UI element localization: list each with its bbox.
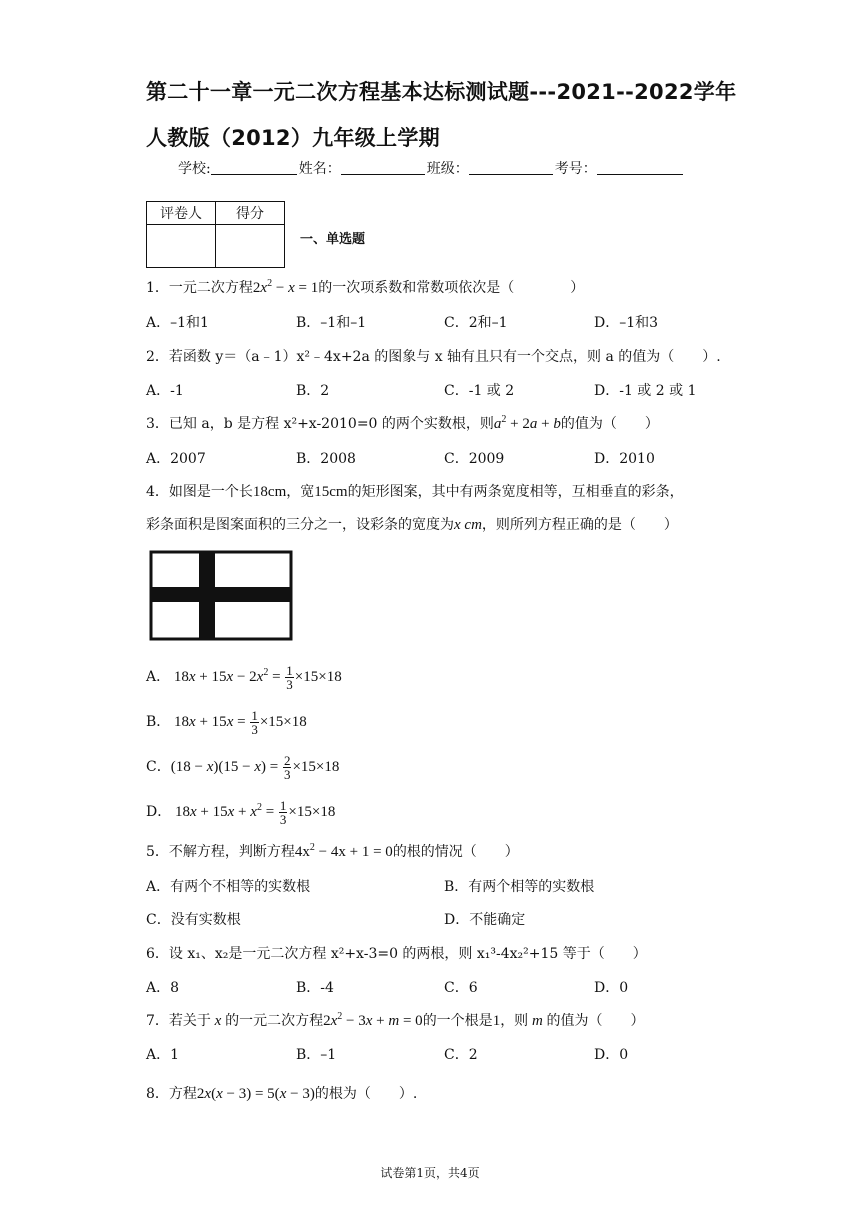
q7-text-e: 的值为（ ） <box>546 1013 645 1029</box>
q4-option-a-label: A． <box>146 668 171 685</box>
q2-option-c[interactable]: C．-1 或 2 <box>444 383 515 399</box>
page-footer: 试卷第1页，共4页 <box>380 1166 480 1180</box>
cross-pattern-figure <box>149 550 293 641</box>
school-label: 学校: <box>178 161 211 177</box>
q7-var-x: x <box>210 1013 226 1029</box>
q4-length: 18cm <box>252 484 287 500</box>
q4-text-b: ，宽 <box>286 484 315 500</box>
class-field[interactable] <box>469 160 553 175</box>
q7-root: 1 <box>492 1013 501 1029</box>
question-5-prefix: 5．不解方程，判断方程 <box>146 844 295 860</box>
q4-option-d[interactable]: D． $18x + 15x + x^2$ = $\frac{1}{3}$ ×15×18 <box>146 798 336 827</box>
q4-text-c: 的矩形图案，其中有两条宽度相等，互相垂直的彩条， <box>347 484 684 500</box>
q3-option-c[interactable]: C．2009 <box>444 451 505 467</box>
q2-option-d[interactable]: D．-1 或 2 或 1 <box>594 383 697 399</box>
q1-equation: $2x^2 - x = 1$ <box>252 278 319 296</box>
q7-text-b: 的一元二次方程 <box>225 1013 324 1029</box>
q4-option-a[interactable]: A． $18x + 15x - 2x^2$ = $\frac{1}{3}$ ×15×18 <box>146 663 342 692</box>
question-3 <box>146 413 659 433</box>
question-6: 6．设 x₁、x₂是一元二次方程 x²+x-3=0 的两根，则 x₁³-4x₂²+15 等于（ ） <box>146 946 647 962</box>
q7-text-a: 7．若关于 <box>146 1013 211 1029</box>
q4-text-a: 4．如图是一个长 <box>146 484 253 500</box>
question-7 <box>146 1010 645 1030</box>
question-8 <box>146 1083 417 1103</box>
q4-text-e: ，则所列方程正确的是（ ） <box>481 517 678 533</box>
score-header: 得分 <box>216 202 285 225</box>
q4-option-c-label: C． <box>146 758 171 775</box>
name-field[interactable] <box>341 160 425 175</box>
title-line-2: 人教版（2012）九年级上学期 <box>146 126 440 150</box>
q5-option-a[interactable]: A．有两个不相等的实数根 <box>146 879 311 895</box>
q8-equation: 2x(x − 3) = 5(x − 3) <box>196 1086 315 1102</box>
q6-option-c[interactable]: C．6 <box>444 980 478 996</box>
exam-no-label: 考号： <box>554 161 597 177</box>
q4-option-d-label: D． <box>146 803 172 820</box>
question-1-prefix: 1．一元二次方程 <box>146 280 253 296</box>
q6-option-a[interactable]: A．8 <box>146 980 180 996</box>
question-2: 2．若函数 y＝（a﹣1）x²﹣4x+2a 的图象与 x 轴有且只有一个交点，则 a 的值为（ ）. <box>146 349 721 365</box>
q6-option-b[interactable]: B．-4 <box>296 980 334 996</box>
q4-variable: x cm <box>454 517 482 533</box>
q3-option-b[interactable]: B．2008 <box>296 451 356 467</box>
school-field[interactable] <box>211 160 297 175</box>
q1-option-c[interactable]: C．2和–1 <box>444 315 508 331</box>
q7-option-d[interactable]: D．0 <box>594 1047 629 1063</box>
q7-option-b[interactable]: B．–1 <box>296 1047 337 1063</box>
score-table <box>146 201 285 268</box>
question-1-suffix: 的一次项系数和常数项依次是（ ） <box>318 280 585 296</box>
grader-header: 评卷人 <box>147 202 216 225</box>
q4-option-c[interactable]: C．(18 − x)(15 − x) = $\frac{2}{3}$ ×15×18 <box>146 753 340 782</box>
question-4-line-1 <box>146 481 684 501</box>
q7-option-a[interactable]: A．1 <box>146 1047 180 1063</box>
q5-option-b[interactable]: B．有两个相等的实数根 <box>444 879 595 895</box>
section-heading: 一、单选题 <box>300 232 366 247</box>
q5-option-d[interactable]: D．不能确定 <box>444 912 526 928</box>
exam-no-field[interactable] <box>597 160 683 175</box>
q3-option-a[interactable]: A．2007 <box>146 451 206 467</box>
q7-text-c: 的一个根是 <box>422 1013 493 1029</box>
student-info-row <box>178 158 685 178</box>
q1-option-d[interactable]: D．–1和3 <box>594 315 659 331</box>
q4-option-b-label: B． <box>146 713 171 730</box>
question-4-line-2 <box>146 514 678 534</box>
q4-text-d: 彩条面积是图案面积的三分之一，设彩条的宽度为 <box>146 517 454 533</box>
q2-option-b[interactable]: B．2 <box>296 383 330 399</box>
q5-option-c[interactable]: C．没有实数根 <box>146 912 241 928</box>
q2-option-a[interactable]: A．-1 <box>146 383 184 399</box>
question-8-prefix: 8．方程 <box>146 1086 197 1102</box>
q7-text-d: ，则 <box>500 1013 529 1029</box>
class-label: 班级： <box>426 161 469 177</box>
q6-option-d[interactable]: D．0 <box>594 980 629 996</box>
q4-option-b[interactable]: B． 18x + 15x = $\frac{1}{3}$ ×15×18 <box>146 708 307 737</box>
q7-var-m: m <box>528 1013 547 1029</box>
question-3-prefix: 3．已知 a，b 是方程 x²+x-2010=0 的两个实数根，则 <box>146 416 494 432</box>
score-cell[interactable] <box>216 225 285 268</box>
q3-option-d[interactable]: D．2010 <box>594 451 655 467</box>
q3-expression: $a^2 + 2a + b$ <box>493 414 561 432</box>
question-1 <box>146 277 584 297</box>
q5-equation: $4x^2 - 4x + 1 = 0$ <box>294 842 393 860</box>
question-3-suffix: 的值为（ ） <box>560 416 659 432</box>
question-8-suffix: 的根为（ ）. <box>314 1086 418 1102</box>
q1-option-b[interactable]: B．–1和–1 <box>296 315 367 331</box>
q1-option-a[interactable]: A．–1和1 <box>146 315 209 331</box>
title-line-1: 第二十一章一元二次方程基本达标测试题---2021--2022学年 <box>146 80 737 104</box>
question-5-suffix: 的根的情况（ ） <box>392 844 519 860</box>
grader-cell[interactable] <box>147 225 216 268</box>
q7-equation: $2x^2 - 3x + m = 0$ <box>323 1011 423 1029</box>
q7-option-c[interactable]: C．2 <box>444 1047 478 1063</box>
question-5 <box>146 841 519 861</box>
name-label: 姓名： <box>298 161 341 177</box>
q4-width: 15cm <box>314 484 348 500</box>
